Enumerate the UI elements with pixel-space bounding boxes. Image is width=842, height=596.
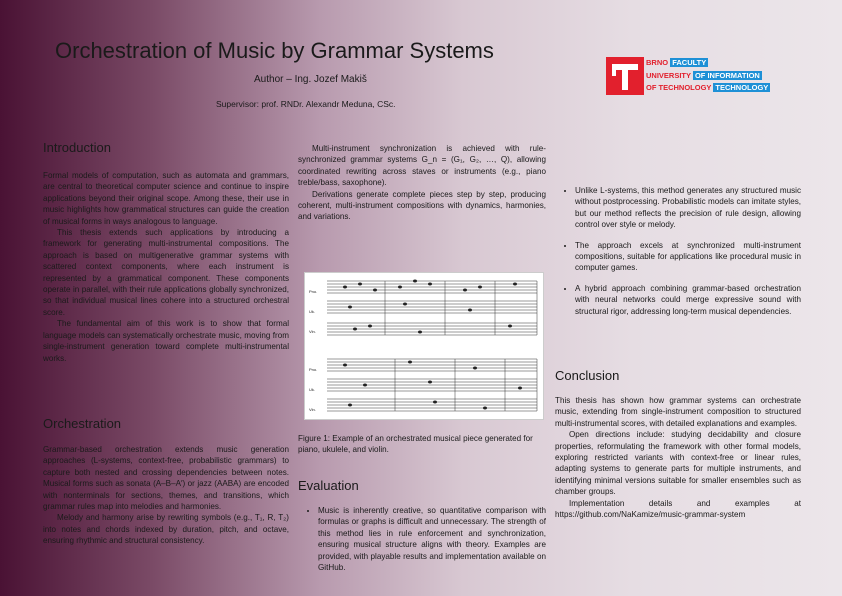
staff-label: Pno. (309, 289, 318, 294)
university-logo (606, 57, 778, 95)
orchestration-body-continued (298, 143, 546, 223)
logo-text: UNIVERSITY (646, 70, 691, 80)
paragraph: Multi-instrument synchronization is achieved with rule-synchronized grammar systems G_n = (G₁, G₂, …, Q), allowing coordinated rewriting across staves or instruments (e.g., piano treble/bass, saxophone). (298, 144, 546, 188)
section-heading-orchestration: Orchestration (43, 416, 122, 431)
paragraph: This thesis extends such applications by introducing a framework for generating multi-instrumental compositions. The approach is based on multigenerative grammar systems with scattered context components, where each instrument is represented by a grammatical component. These components operate in parallel, with their rule applications globally synchronized, so that individual musical lines cohere into a structured orchestral score. (43, 228, 289, 317)
author-line: Author – Ing. Jozef Makiš (254, 74, 367, 85)
staff-label: Uk. (309, 309, 315, 314)
list-item: • The approach excels at synchronized multi-instrument compositions, suitable for applications like procedural music in computer games. (575, 240, 801, 274)
paragraph: Open directions include: studying decidability and closure properties, reformulating the framework with other formal models, exploring restricted variants with context-free or linear rules, adapting systems to generate parts for multiple instruments, and identifying minimal versions suitable for smaller ensembles such as chamber groups. (555, 430, 801, 497)
paragraph: Melody and harmony arise by rewriting symbols (e.g., T₁, R, T₂) into notes and chords indexed by duration, pitch, and octave, ensuring rhythmic and structural consistency. (43, 513, 289, 546)
staff-label: Uk. (309, 387, 315, 392)
list-item: • Music is inherently creative, so quantitative comparison with formulas or graphs is difficult and unnecessary. The strength of this method lies in rule enforcement and synchronization, ensuring musical structure aligns with theory. Examples are provided, with playable results and implementation available on GitHub. (318, 505, 546, 573)
list-item: • Unlike L-systems, this method generates any structured music without postprocessing. Probabilistic models can imitate styles, but our method reflects the precision of rule design, allowing control over style or melody. (575, 185, 801, 231)
introduction-body (43, 170, 289, 364)
supervisor-line: Supervisor: prof. RNDr. Alexandr Meduna, CSc. (216, 99, 396, 109)
logo-text: TECHNOLOGY (715, 83, 769, 92)
logo-text: OF TECHNOLOGY (646, 83, 712, 92)
paragraph: Derivations generate complete pieces step by step, producing coherent, multi-instrument compositions with dynamics, harmonies, and variations. (298, 189, 546, 222)
staff-label: Vln. (309, 407, 316, 412)
paragraph: The fundamental aim of this work is to show that formal language models can systematically orchestrate music, moving from single-instrument generation toward complete multi-instrumental works. (43, 319, 289, 363)
poster-title: Orchestration of Music by Grammar Systems (55, 38, 494, 63)
evaluation-list-part1 (298, 505, 546, 582)
orchestration-body (43, 444, 289, 547)
figure-caption: Figure 1: Example of an orchestrated musical piece generated for piano, ukulele, and violin. (298, 434, 533, 455)
conclusion-body (555, 395, 801, 520)
section-heading-conclusion: Conclusion (555, 368, 620, 383)
paragraph: Grammar-based orchestration extends music generation approaches (L-systems, context-free, probabilistic grammars) to capture both nested and crossing dependencies between notes. Musical forms such as sonata (A–B–A′) or jazz (AABA) are encoded with nonterminals for sections, themes, and transitions, which grammar rules map into melodies and harmonies. (43, 445, 289, 512)
musical-score-figure (304, 272, 544, 420)
github-link[interactable]: Implementation details and examples at https://github.com/NaKamize/music-grammar-system (555, 498, 801, 520)
logo-text: BRNO (646, 58, 669, 67)
paragraph: This thesis has shown how grammar systems can orchestrate music, extending from single-instrument composition to structured multi-instrumental scores, with detailed explanations and examples. (555, 396, 801, 428)
logo-mark-icon (606, 57, 644, 95)
logo-text: FACULTY (672, 58, 707, 67)
section-heading-evaluation: Evaluation (298, 478, 359, 493)
staff-label: Pno. (309, 367, 318, 372)
section-heading-introduction: Introduction (43, 140, 111, 155)
evaluation-list-part2 (555, 185, 801, 326)
score-image (305, 273, 543, 419)
list-item: • A hybrid approach combining grammar-based orchestration with neural networks could merge expressive sound with structural rigor, addressing long-term musical dependencies. (575, 283, 801, 317)
logo-text: OF INFORMATION (694, 70, 760, 80)
staff-label: Vln. (309, 329, 316, 334)
paragraph: Formal models of computation, such as automata and grammars, are central to theoretical computer science and continue to inspire applications beyond their original scope. Among these, their use in music highlights how grammatical structures can guide the creation of musical forms in ways analogous to language. (43, 171, 289, 226)
